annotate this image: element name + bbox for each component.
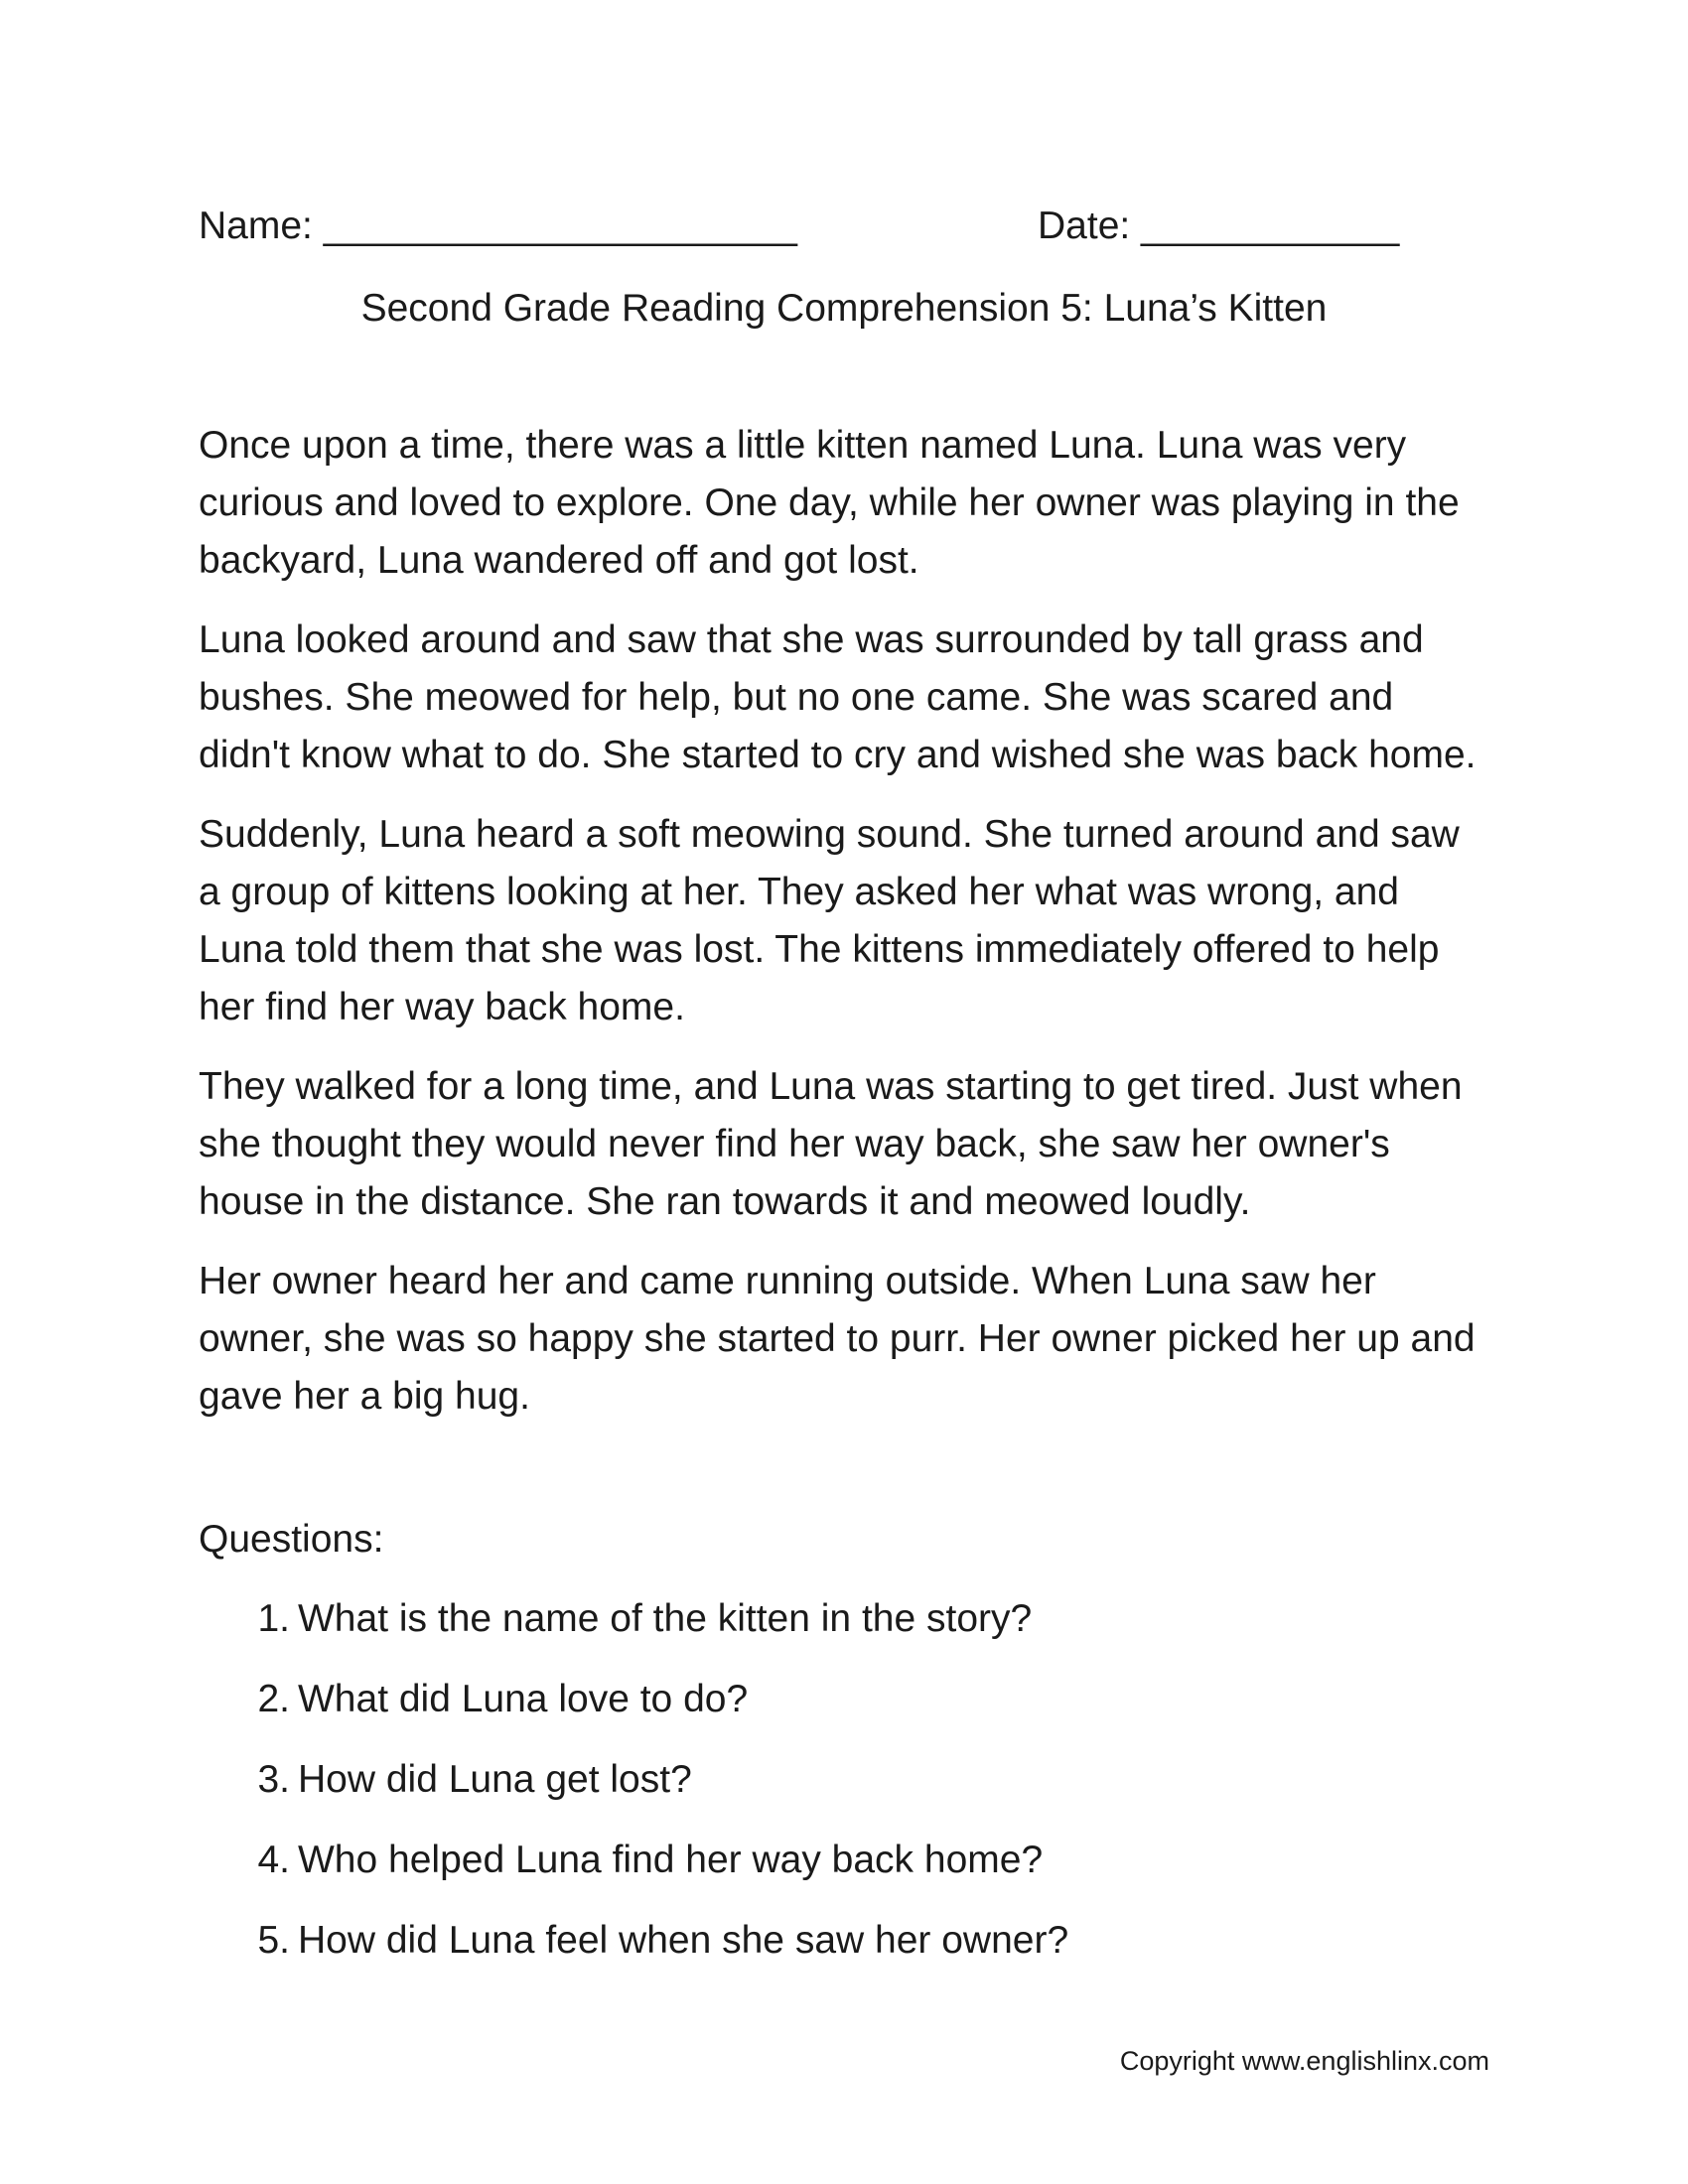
page-title-text: Second Grade Reading Comprehension 5: Luna’s Kitten xyxy=(360,287,1328,330)
question-text: How did Luna feel when she saw her owner? xyxy=(298,1919,1069,1962)
header-line xyxy=(199,199,1489,254)
date-field: Date: ____________ xyxy=(1038,205,1400,247)
question-number: 4. xyxy=(257,1839,290,1881)
question-item xyxy=(199,1913,1489,1993)
page-title xyxy=(0,281,1688,337)
questions-list xyxy=(199,1591,1489,1993)
question-number: 2. xyxy=(257,1678,290,1720)
question-item xyxy=(199,1833,1489,1913)
story-paragraph: They walked for a long time, and Luna was starting to get tired. Just when she thought they would never find her way back, she saw her owner's house in the distance. She ran towards it and meowed loudly. xyxy=(199,1065,1463,1223)
question-item xyxy=(199,1672,1489,1752)
story-paragraph: Suddenly, Luna heard a soft meowing sound. She turned around and saw a group of kittens looking at her. They asked her what was wrong, and Luna told them that she was lost. The kittens immediately offered to help her find her way back home. xyxy=(199,813,1460,1028)
question-text: How did Luna get lost? xyxy=(298,1758,692,1801)
question-number: 1. xyxy=(257,1597,290,1640)
story-paragraph: Her owner heard her and came running outside. When Luna saw her owner, she was so happy she started to purr. Her owner picked her up and gave her a big hug. xyxy=(199,1260,1476,1418)
copyright-notice: Copyright www.englishlinx.com xyxy=(1119,2046,1489,2076)
question-number: 5. xyxy=(257,1919,290,1962)
story-paragraph: Luna looked around and saw that she was surrounded by tall grass and bushes. She meowed for help, but no one came. She was scared and didn't know what to do. She started to cry and wished she was back home. xyxy=(199,618,1477,776)
questions-heading: Questions: xyxy=(199,1518,384,1561)
question-number: 3. xyxy=(257,1758,290,1801)
name-field: Name: ______________________ xyxy=(199,205,797,247)
question-text: What is the name of the kitten in the story? xyxy=(298,1597,1033,1640)
story-paragraph: Once upon a time, there was a little kitten named Luna. Luna was very curious and loved to explore. One day, while her owner was playing in the backyard, Luna wandered off and got lost. xyxy=(199,424,1460,582)
story-body xyxy=(199,417,1489,1447)
question-item xyxy=(199,1591,1489,1672)
question-item xyxy=(199,1752,1489,1833)
question-text: What did Luna love to do? xyxy=(298,1678,749,1720)
question-text: Who helped Luna find her way back home? xyxy=(298,1839,1044,1881)
